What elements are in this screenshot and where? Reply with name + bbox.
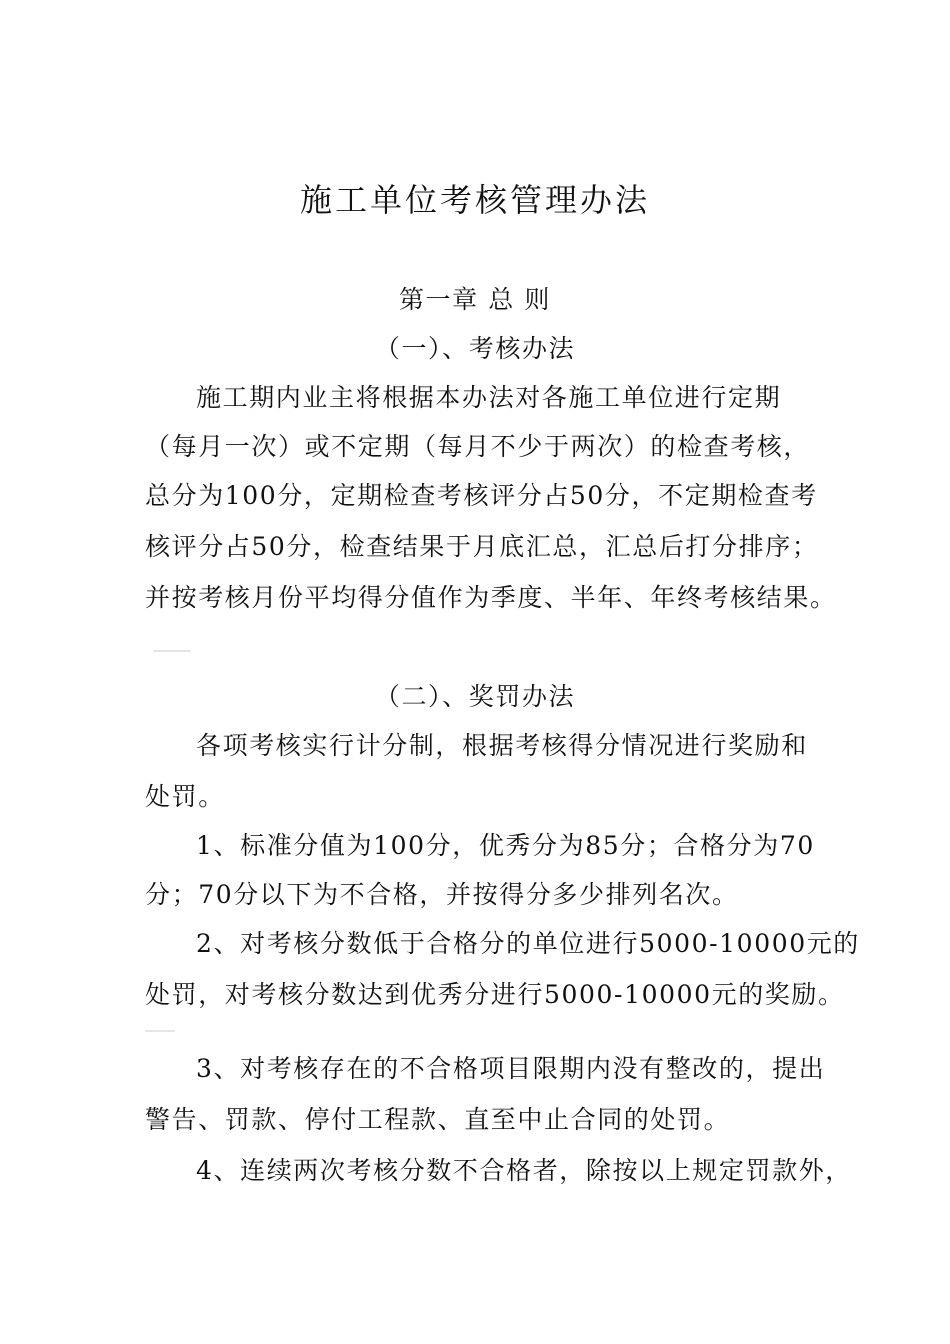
list-item-line: 1、标准分值为100分，优秀分为85分；合格分为70	[196, 831, 815, 860]
list-item-line: 处罚，对考核分数达到优秀分进行5000-10000元的奖励。	[145, 980, 845, 1009]
section-heading-assessment: （一）、考核办法	[374, 334, 576, 363]
paragraph-line: （每月一次）或不定期（每月不少于两次）的检查考核，	[145, 432, 811, 461]
document-title: 施工单位考核管理办法	[299, 181, 650, 219]
paragraph-line: 处罚。	[145, 782, 225, 811]
paragraph-line: 各项考核实行计分制，根据考核得分情况进行奖励和	[196, 731, 808, 760]
list-item-line: 3、对考核存在的不合格项目限期内没有整改的，提出	[196, 1054, 826, 1083]
list-item-line: 2、对考核分数低于合格分的单位进行5000-10000元的	[196, 929, 860, 958]
paragraph-line: 核评分占50分，检查结果于月底汇总，汇总后打分排序；	[145, 532, 819, 561]
list-item-line: 分；70分以下为不合格，并按得分多少排列名次。	[145, 880, 739, 909]
list-item-line: 警告、罚款、停付工程款、直至中止合同的处罚。	[145, 1105, 731, 1134]
section-heading-rewards: （二）、奖罚办法	[374, 682, 576, 711]
paragraph-line: 并按考核月份平均得分值作为季度、半年、年终考核结果。	[145, 583, 837, 612]
scan-mark	[153, 650, 191, 652]
chapter-heading: 第一章 总 则	[398, 285, 552, 314]
list-item-line: 4、连续两次考核分数不合格者，除按以上规定罚款外，	[196, 1156, 852, 1185]
paragraph-line: 总分为100分，定期检查考核评分占50分，不定期检查考	[145, 481, 818, 510]
paragraph-line: 施工期内业主将根据本办法对各施工单位进行定期	[196, 383, 782, 412]
scan-mark	[145, 1030, 175, 1032]
